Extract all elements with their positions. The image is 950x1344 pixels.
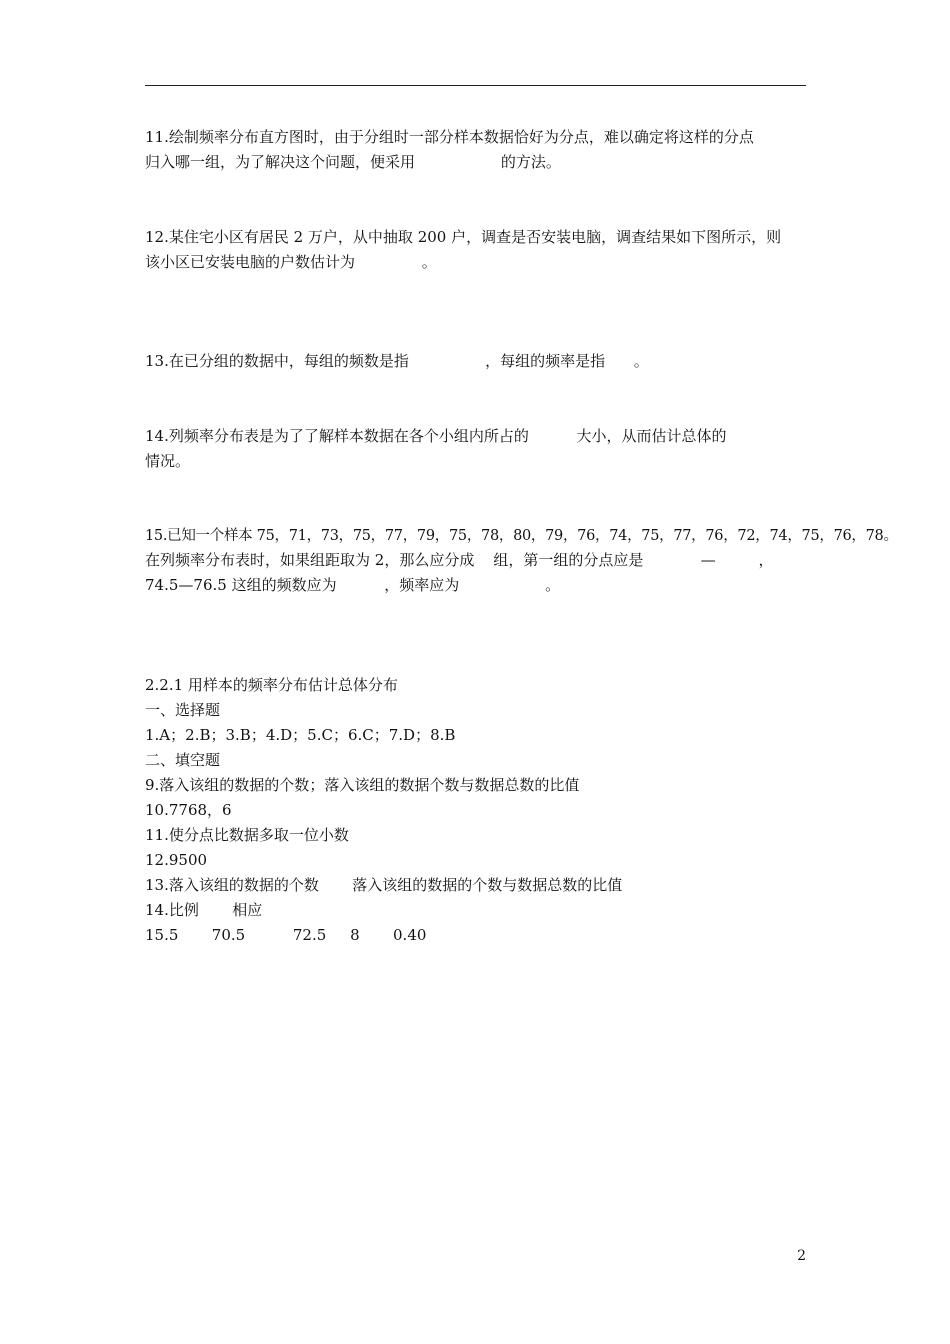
answer-line: 13.落入该组的数据的个数 落入该组的数据的个数与数据总数的比值 — [145, 876, 623, 894]
answer-line: 15.5 70.5 72.5 8 0.40 — [145, 926, 427, 944]
question-12-line-1: 12.某住宅小区有居民 2 万户，从中抽取 200 户，调查是否安装电脑，调查结果如下图所示，则 — [145, 228, 782, 246]
question-15-line-3: 74.5—76.5 这组的频数应为 ，频率应为 。 — [145, 576, 561, 594]
question-13: 13.在已分组的数据中，每组的频数是指 ，每组的频率是指 。 — [145, 352, 649, 370]
answers-title: 2.2.1 用样本的频率分布估计总体分布 — [145, 676, 398, 694]
answer-line: 12.9500 — [145, 851, 208, 869]
question-14-line-2: 情况。 — [145, 452, 191, 470]
answer-line: 二、填空题 — [145, 751, 221, 769]
question-11-line-1: 11.绘制频率分布直方图时，由于分组时一部分样本数据恰好为分点，难以确定将这样的分点 — [145, 128, 754, 146]
answer-line: 11.使分点比数据多取一位小数 — [145, 826, 349, 844]
question-15-line-2: 在列频率分布表时，如果组距取为 2，那么应分成 组，第一组的分点应是 — ， — [145, 551, 774, 569]
header-rule — [145, 85, 806, 86]
answer-line: 10.7768，6 — [145, 801, 232, 819]
answer-line: 14.比例 相应 — [145, 901, 263, 919]
answer-line: 1.A；2.B；3.B；4.D；5.C；6.C；7.D；8.B — [145, 726, 456, 744]
question-11-line-2: 归入哪一组，为了解决这个问题，便采用 的方法。 — [145, 153, 561, 171]
answer-line: 9.落入该组的数据的个数；落入该组的数据个数与数据总数的比值 — [145, 776, 580, 794]
answer-line: 一、选择题 — [145, 701, 221, 719]
question-15-line-1: 15.已知一个样本 75，71，73，75，77，79，75，78，80，79，76，74，75，77，76，72，74，75，76，78。 — [145, 528, 898, 544]
page-number: 2 — [797, 1248, 806, 1264]
question-12-line-2: 该小区已安装电脑的户数估计为 。 — [145, 253, 437, 271]
question-14-line-1: 14.列频率分布表是为了了解样本数据在各个小组内所占的 大小，从而估计总体的 — [145, 427, 727, 445]
